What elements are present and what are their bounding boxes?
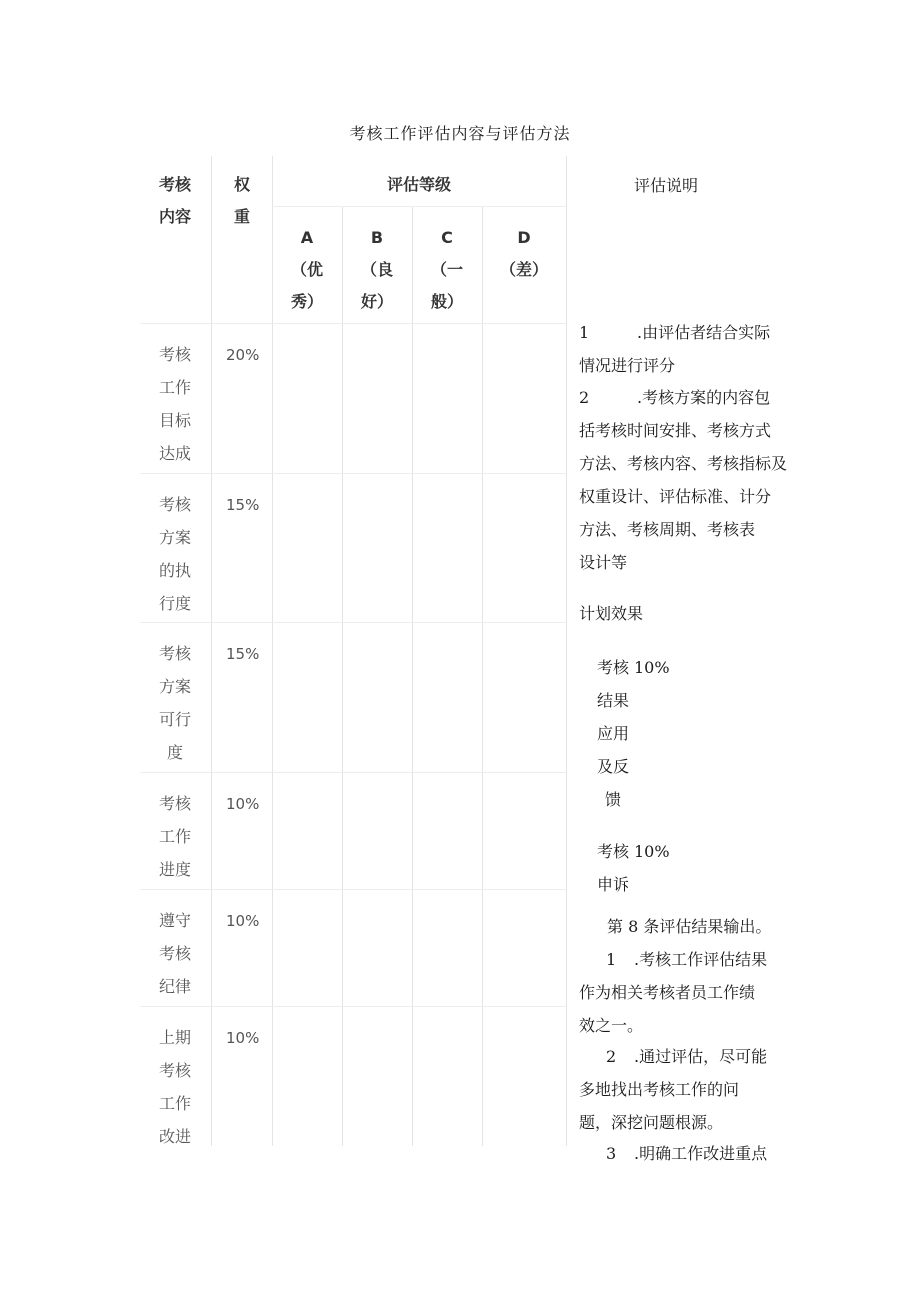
table-row-label: 考核 方案 可行 度 [158,644,191,762]
table-row-weight: 10% [226,1029,260,1047]
header-grade-b: B （良 好） [360,228,393,311]
note-1: 1 .由评估者结合实际 情况进行评分 [579,323,771,375]
appeal-label: 考核 申诉 [597,842,630,894]
article-8-heading: 第 8 条评估结果输出。 [607,917,772,936]
evaluation-notes-header: 评估说明 [634,176,699,195]
table-row-weight: 10% [226,795,260,813]
table-column-divider [342,206,343,1146]
table-row-divider [140,772,566,773]
table-row-label: 考核 工作 目标 达成 [158,345,191,463]
plan-effect-label: 计划效果 [579,604,644,623]
header-grade-c: C （一 般） [430,228,463,311]
table-row-label: 上期 考核 工作 改进 [158,1028,191,1146]
table-column-divider [272,156,273,1146]
header-weight: 权 重 [233,175,250,226]
table-column-divider [211,156,212,1146]
note-2: 2 .考核方案的内容包 括考核时间安排、考核方式 方法、考核内容、考核指标及 权重设计、评估标准、计分 方法、考核周期、考核表 设计等 [579,388,788,572]
table-row-divider [140,473,566,474]
table-row-weight: 10% [226,912,260,930]
table-row-divider [272,206,566,207]
table-column-divider [412,206,413,1146]
table-row-label: 考核 方案 的执 行度 [158,495,191,613]
result-application-weight: 10% [634,658,670,677]
table-row-divider [140,889,566,890]
output-item-2: 2 .通过评估，尽可能 多地找出考核工作的问 题，深挖问题根源。 [579,1047,768,1132]
table-row-divider [140,622,566,623]
header-grade-d: D （差） [499,228,548,279]
table-row-divider [140,1006,566,1007]
table-row-label: 考核 工作 进度 [158,794,191,879]
table-row-weight: 20% [226,346,260,364]
header-assessment-content: 考核 内容 [158,175,191,226]
table-column-divider [566,156,567,1146]
result-application-label: 考核 结果 应用 及反 馈 [597,658,630,809]
output-item-1: 1 .考核工作评估结果 作为相关考核者员工作绩 效之一。 [579,950,768,1035]
table-row-divider [140,323,566,324]
table-column-divider [482,206,483,1146]
table-row-weight: 15% [226,645,260,663]
document-title: 考核工作评估内容与评估方法 [349,124,571,143]
header-grade-a: A （优 秀） [290,228,323,311]
output-item-3: 3 .明确工作改进重点 [606,1144,768,1163]
header-grade-level: 评估等级 [386,175,451,194]
appeal-weight: 10% [634,842,670,861]
table-row-label: 遵守 考核 纪律 [158,911,191,996]
table-row-weight: 15% [226,496,260,514]
